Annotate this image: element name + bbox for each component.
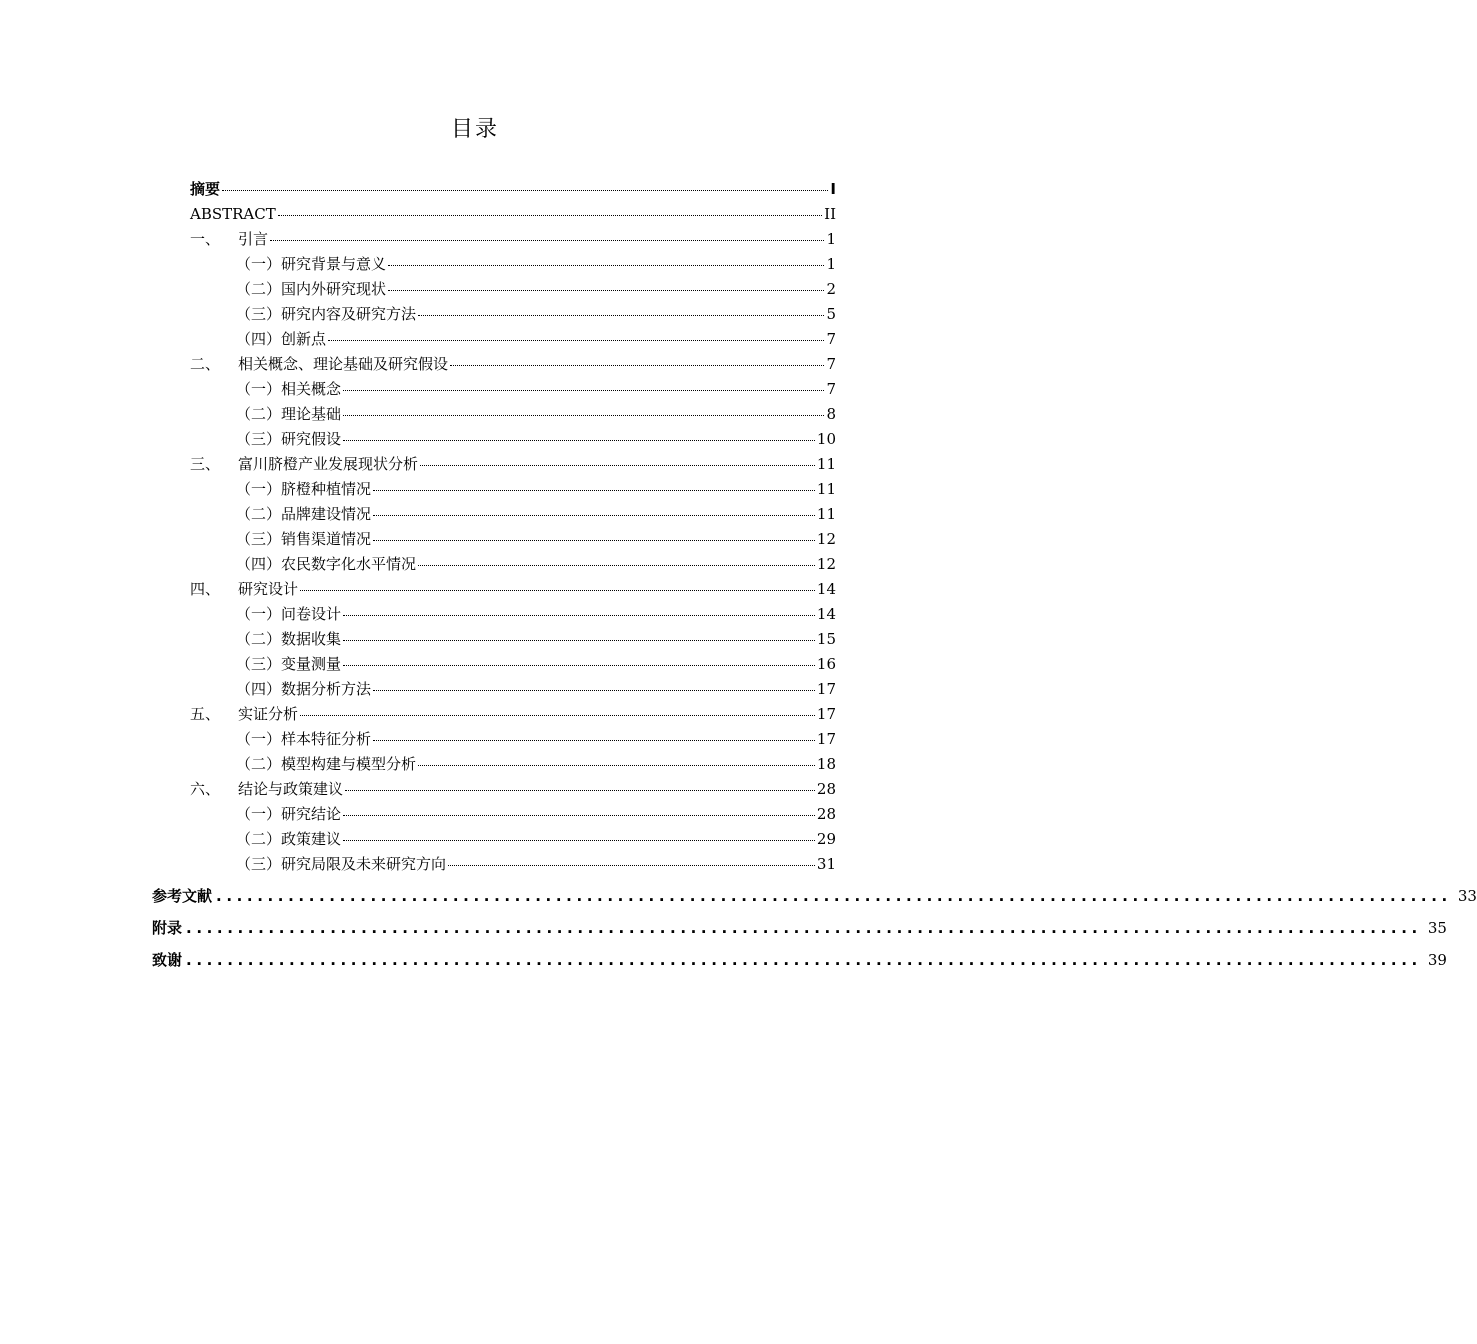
toc-entry-page: 11 xyxy=(816,505,836,523)
dot-leader xyxy=(343,440,815,441)
dot-leader xyxy=(418,315,824,316)
toc-entry-page: 28 xyxy=(816,805,836,823)
dot-leader xyxy=(373,540,815,541)
toc-entry-label: （一）脐橙种植情况 xyxy=(236,480,372,498)
back-matter-entry[interactable] xyxy=(152,912,1447,944)
back-matter-entry[interactable] xyxy=(152,880,1477,912)
toc-entry-label: （二）品牌建设情况 xyxy=(236,505,372,523)
toc-entry-number: 四、 xyxy=(190,580,221,598)
toc-entry-number: 二、 xyxy=(190,355,221,373)
toc-entry-page: 1 xyxy=(826,255,836,273)
toc-entry[interactable] xyxy=(190,227,836,252)
toc-entry[interactable] xyxy=(190,552,836,577)
dot-leader xyxy=(278,215,822,216)
dot-leader xyxy=(328,340,824,341)
back-matter-page: 39 xyxy=(1427,951,1447,969)
dot-leader xyxy=(373,740,815,741)
back-matter-list xyxy=(152,880,1477,976)
page-title: 目录 xyxy=(450,117,499,142)
toc-entry-page: 8 xyxy=(826,405,836,423)
back-matter-label: 参考文献 xyxy=(152,887,213,905)
toc-entry-page: 7 xyxy=(826,380,836,398)
dot-leader xyxy=(343,615,815,616)
toc-entry-page: 12 xyxy=(816,530,836,548)
toc-entry-page: 18 xyxy=(816,755,836,773)
dot-leader xyxy=(300,590,815,591)
dot-leader xyxy=(373,690,815,691)
toc-entry[interactable] xyxy=(190,452,836,477)
dot-leader xyxy=(343,815,815,816)
toc-entry[interactable] xyxy=(190,702,836,727)
toc-entry[interactable] xyxy=(190,652,836,677)
toc-entry-page: 31 xyxy=(816,855,836,873)
toc-entry-label: 富川脐橙产业发展现状分析 xyxy=(238,455,419,473)
toc-entry-page: II xyxy=(824,205,836,223)
toc-entry[interactable] xyxy=(190,252,836,277)
toc-entry-label: （三）研究假设 xyxy=(236,430,342,448)
table-of-contents xyxy=(190,177,836,877)
dot-leader xyxy=(343,840,815,841)
dot-leader xyxy=(343,665,815,666)
toc-entry[interactable] xyxy=(190,677,836,702)
dot-leader xyxy=(388,290,824,291)
toc-entry[interactable] xyxy=(190,477,836,502)
toc-entry[interactable] xyxy=(190,752,836,777)
toc-entry-label: （三）销售渠道情况 xyxy=(236,530,372,548)
toc-entry-label: 研究设计 xyxy=(238,580,299,598)
toc-entry[interactable] xyxy=(190,302,836,327)
toc-entry[interactable] xyxy=(190,527,836,552)
toc-entry-number: 六、 xyxy=(190,780,221,798)
toc-entry-label: （四）创新点 xyxy=(236,330,327,348)
toc-entry-number: 三、 xyxy=(190,455,221,473)
toc-entry[interactable] xyxy=(190,727,836,752)
toc-entry-label: （三）研究局限及未来研究方向 xyxy=(236,855,447,873)
toc-entry-label: 引言 xyxy=(238,230,269,248)
toc-entry[interactable] xyxy=(190,327,836,352)
toc-entry-label: （一）研究结论 xyxy=(236,805,342,823)
toc-entry-page: 12 xyxy=(816,555,836,573)
toc-entry-number: 五、 xyxy=(190,705,221,723)
toc-entry-page: 16 xyxy=(816,655,836,673)
dot-leader xyxy=(448,865,815,866)
toc-entry-label: 相关概念、理论基础及研究假设 xyxy=(238,355,449,373)
toc-entry-page: I xyxy=(830,180,836,198)
toc-entry-label: （二）模型构建与模型分析 xyxy=(236,755,417,773)
toc-entry-page: 11 xyxy=(816,455,836,473)
dot-leader xyxy=(343,390,824,391)
toc-entry-label: 摘要 xyxy=(190,180,221,198)
toc-entry[interactable] xyxy=(190,377,836,402)
toc-entry[interactable] xyxy=(190,502,836,527)
dot-leader: ........................................................................................................................ xyxy=(186,919,1422,937)
back-matter-label: 附录 xyxy=(152,919,183,937)
toc-entry-page: 2 xyxy=(826,280,836,298)
toc-entry-page: 17 xyxy=(816,680,836,698)
toc-entry-page: 28 xyxy=(816,780,836,798)
back-matter-entry[interactable] xyxy=(152,944,1447,976)
toc-entry-page: 11 xyxy=(816,480,836,498)
toc-entry[interactable] xyxy=(190,177,836,202)
dot-leader xyxy=(388,265,824,266)
toc-entry[interactable] xyxy=(190,277,836,302)
toc-entry-page: 10 xyxy=(816,430,836,448)
back-matter-label: 致谢 xyxy=(152,951,183,969)
toc-entry-label: （三）研究内容及研究方法 xyxy=(236,305,417,323)
toc-entry-label: （四）农民数字化水平情况 xyxy=(236,555,417,573)
toc-entry-label: （一）相关概念 xyxy=(236,380,342,398)
dot-leader xyxy=(420,465,815,466)
toc-entry-label: （一）样本特征分析 xyxy=(236,730,372,748)
dot-leader xyxy=(343,640,815,641)
back-matter-page: 35 xyxy=(1427,919,1447,937)
toc-entry[interactable] xyxy=(190,627,836,652)
toc-entry-label: （二）数据收集 xyxy=(236,630,342,648)
toc-entry-label: （一）研究背景与意义 xyxy=(236,255,387,273)
toc-entry-label: 结论与政策建议 xyxy=(238,780,344,798)
toc-entry[interactable] xyxy=(190,577,836,602)
dot-leader xyxy=(373,515,815,516)
toc-entry[interactable] xyxy=(190,852,836,877)
dot-leader xyxy=(300,715,815,716)
dot-leader xyxy=(270,240,824,241)
dot-leader xyxy=(345,790,815,791)
toc-entry[interactable] xyxy=(190,827,836,852)
toc-entry[interactable] xyxy=(190,202,836,227)
toc-entry[interactable] xyxy=(190,602,836,627)
toc-entry[interactable] xyxy=(190,352,836,377)
toc-entry[interactable] xyxy=(190,777,836,802)
dot-leader xyxy=(343,415,824,416)
toc-entry-page: 5 xyxy=(826,305,836,323)
toc-entry[interactable] xyxy=(190,427,836,452)
dot-leader: ........................................................................................................................ xyxy=(186,951,1422,969)
dot-leader xyxy=(222,190,828,191)
toc-entry-label: （二）国内外研究现状 xyxy=(236,280,387,298)
dot-leader xyxy=(418,565,815,566)
toc-entry-label: （三）变量测量 xyxy=(236,655,342,673)
toc-entry-page: 15 xyxy=(816,630,836,648)
dot-leader xyxy=(450,365,824,366)
toc-entry-page: 1 xyxy=(826,230,836,248)
toc-entry-label: （四）数据分析方法 xyxy=(236,680,372,698)
toc-entry[interactable] xyxy=(190,802,836,827)
toc-entry-label: 实证分析 xyxy=(238,705,299,723)
toc-entry-page: 17 xyxy=(816,705,836,723)
dot-leader xyxy=(418,765,815,766)
toc-entry-page: 7 xyxy=(826,330,836,348)
toc-entry-page: 14 xyxy=(816,605,836,623)
toc-entry-page: 14 xyxy=(816,580,836,598)
toc-entry-label: （一）问卷设计 xyxy=(236,605,342,623)
back-matter-page: 33 xyxy=(1457,887,1477,905)
toc-entry-number: 一、 xyxy=(190,230,221,248)
toc-entry-page: 29 xyxy=(816,830,836,848)
dot-leader xyxy=(373,490,815,491)
toc-entry-label: ABSTRACT xyxy=(190,205,276,223)
toc-entry-page: 7 xyxy=(826,355,836,373)
toc-entry[interactable] xyxy=(190,402,836,427)
toc-entry-label: （二）政策建议 xyxy=(236,830,342,848)
dot-leader: ........................................................................................................................ xyxy=(216,887,1452,905)
toc-entry-page: 17 xyxy=(816,730,836,748)
toc-entry-label: （二）理论基础 xyxy=(236,405,342,423)
